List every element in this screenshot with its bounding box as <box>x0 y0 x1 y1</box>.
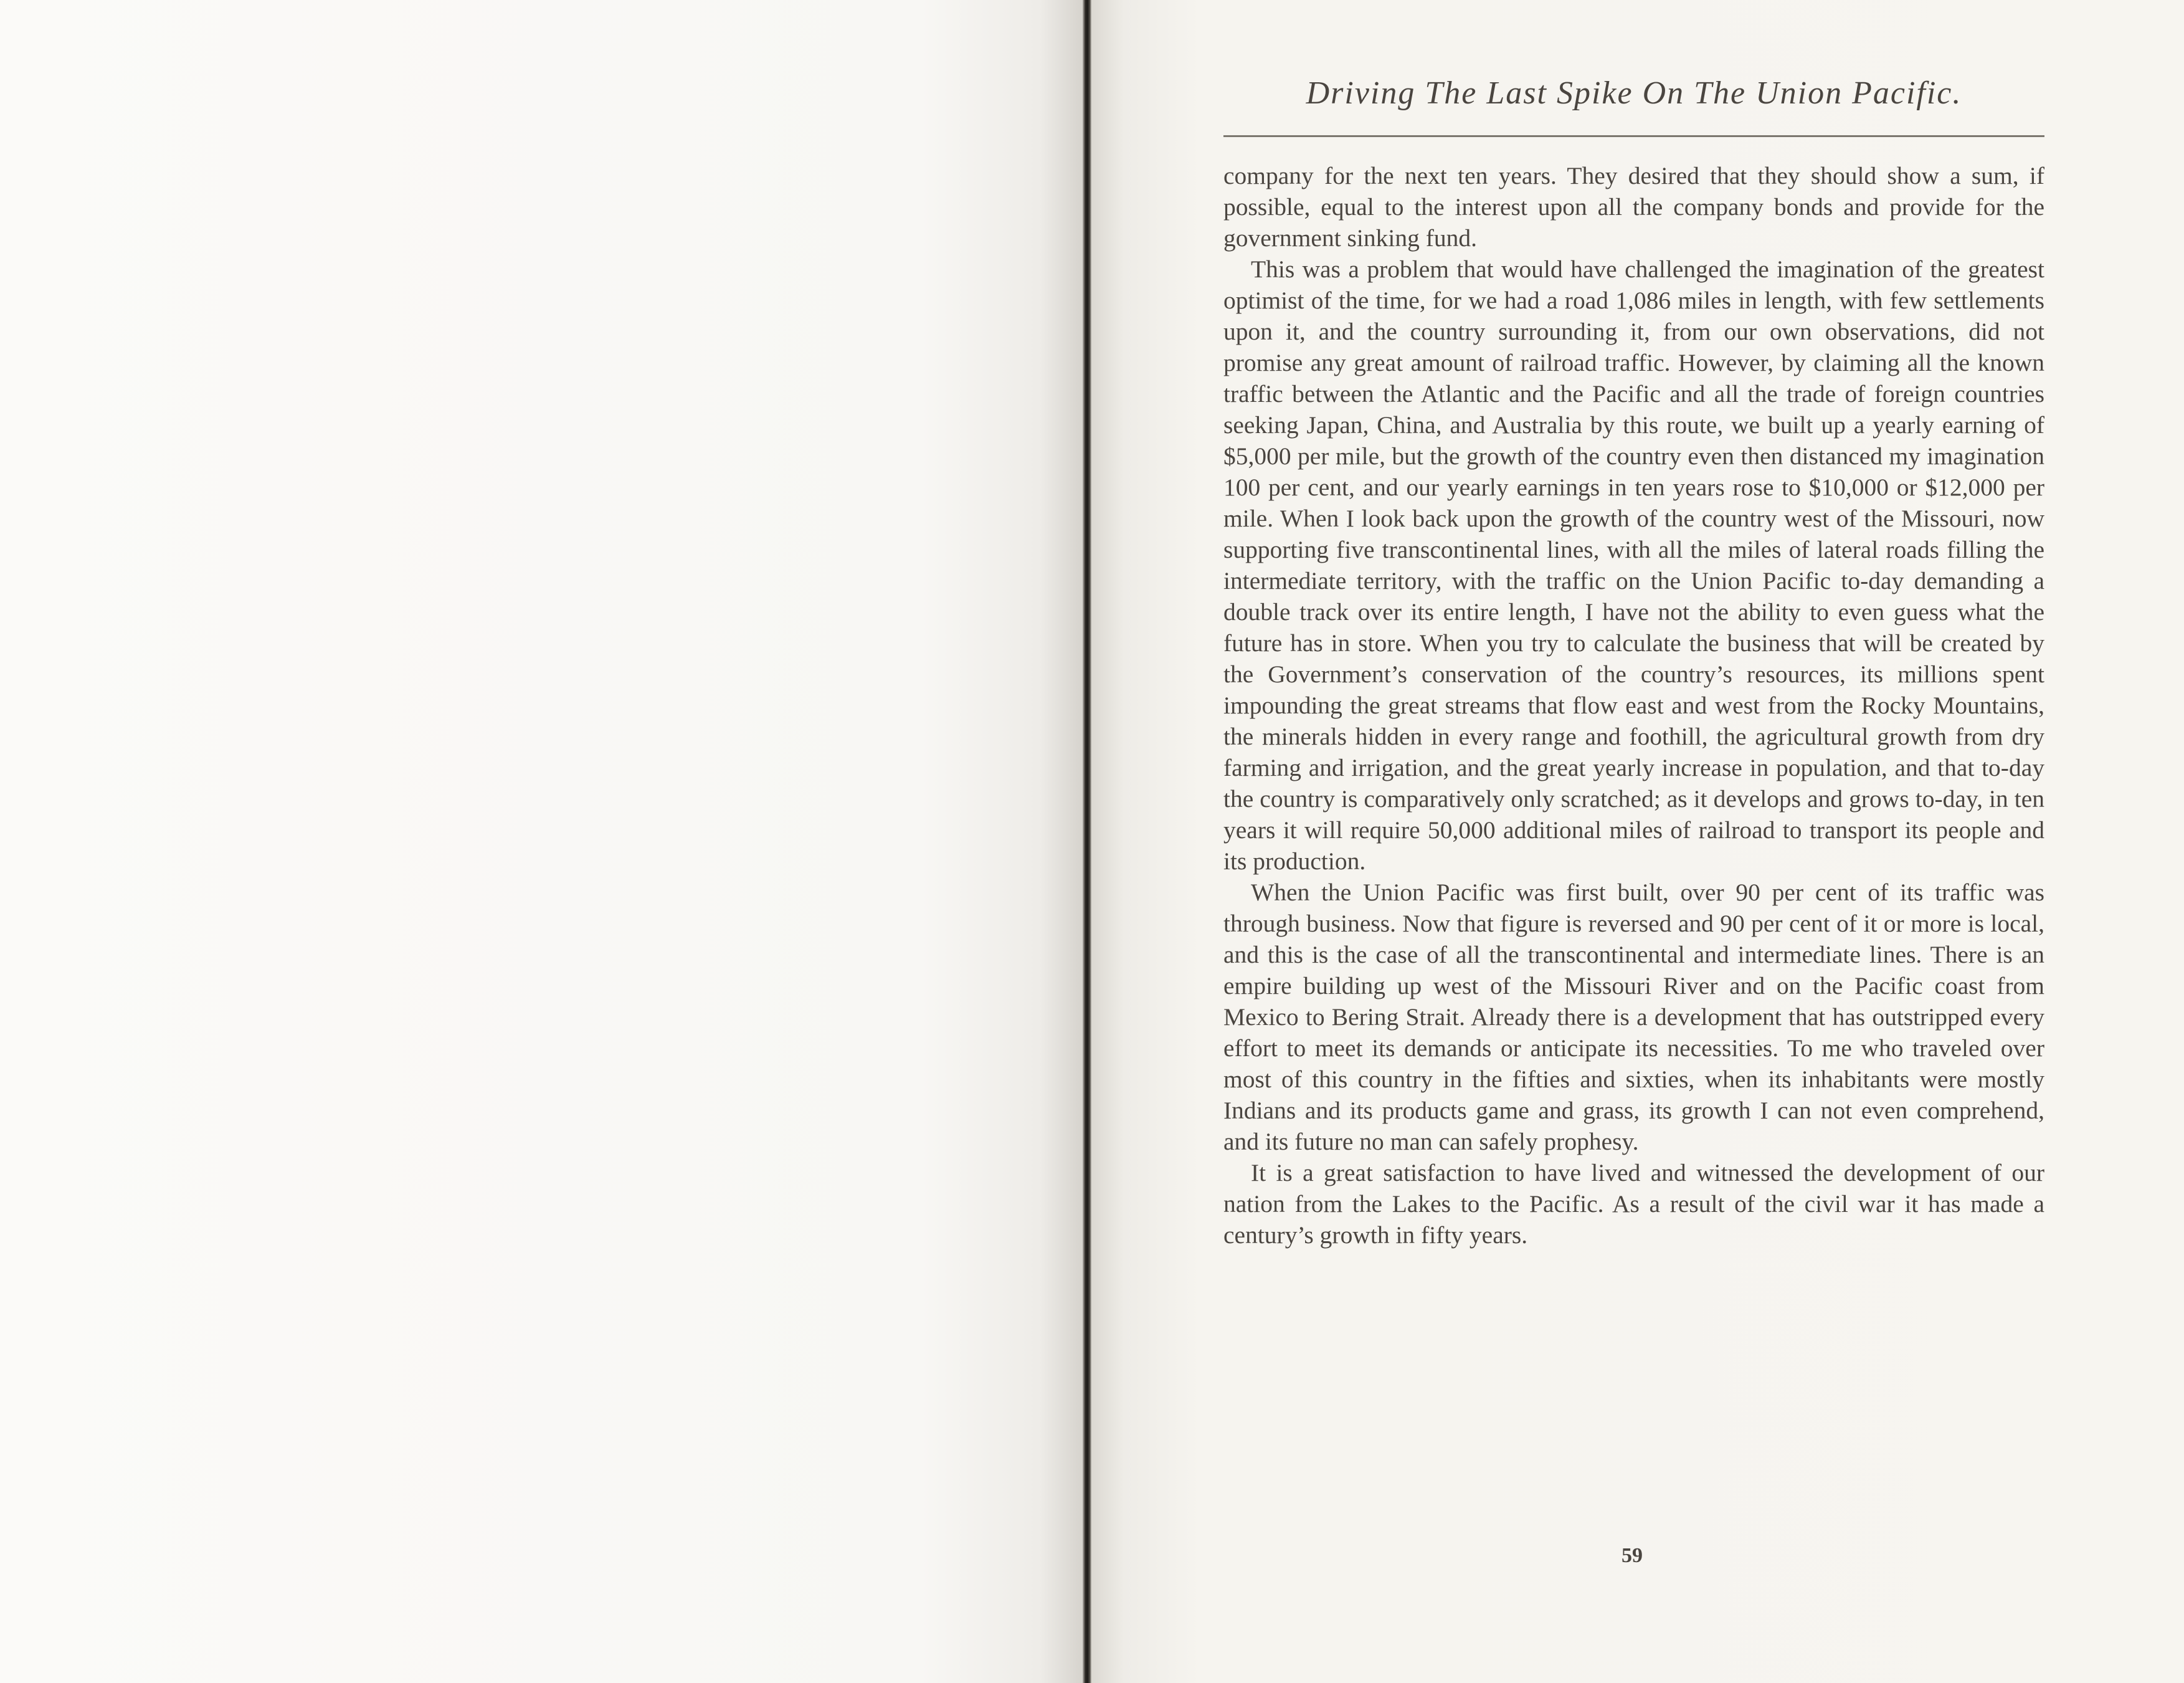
paragraph: This was a problem that would have challenged the imagination of the greatest optimist of the time, for we had a road 1,086 miles in length, with few settlements upon it, and the country surrounding it, from our own observations, did not promise any great amount of railroad traffic. However, by claiming all the known traffic between the Atlantic and the Pacific and all the trade of foreign countries seeking Japan, China, and Australia by this route, we built up a yearly earning of $5,000 per mile, but the growth of the country even then distanced my imagination 100 per cent, and our yearly earnings in ten years rose to $10,000 or $12,000 per mile. When I look back upon the growth of the country west of the Missouri, now supporting five transcontinental lines, with all the miles of lateral roads filling the intermediate territory, with the traffic on the Union Pacific to-day demanding a double track over its entire length, I have not the ability to even guess what the future has in store. When you try to calculate the business that will be created by the Government’s conservation of the country’s resources, its millions spent impounding the great streams that flow east and west from the Rocky Mountains, the minerals hidden in every range and foothill, the agricultural growth from dry farming and irrigation, and the great yearly increase in population, and that to-day the country is comparatively only scratched; as it develops and grows to-day, in ten years it will require 50,000 additional miles of railroad to transport its people and its production. <box>1223 255 2044 875</box>
header-rule <box>1223 135 2044 137</box>
page-number: 59 <box>1621 1544 1643 1567</box>
paragraph-continued: company for the next ten years. They desired that they should show a sum, if possible, equal to the interest upon all the company bonds and provide for the government sinking fund. <box>1223 162 2044 252</box>
paragraph: It is a great satisfaction to have lived and witnessed the development of our nation from the Lakes to the Pacific. As a result of the civil war it has made a century’s growth in fifty years. <box>1223 1159 2044 1249</box>
running-head: Driving The Last Spike On The Union Pacific. <box>1306 75 1962 111</box>
book-gutter <box>1083 0 1091 1683</box>
left-page-blank <box>0 0 1083 1683</box>
body-text <box>1223 160 2044 1251</box>
paragraph: When the Union Pacific was first built, over 90 per cent of its traffic was through business. Now that figure is reversed and 90 per cent of it or more is local, and this is the case of all the transcontinental and intermediate lines. There is an empire building up west of the Missouri River and on the Pacific coast from Mexico to Bering Strait. Already there is a development that has outstripped every effort to meet its demands or anticipate its necessities. To me who traveled over most of this country in the fifties and sixties, when its inhabitants were mostly Indians and its products game and grass, its growth I can not even comprehend, and its future no man can safely prophesy. <box>1223 879 2044 1155</box>
